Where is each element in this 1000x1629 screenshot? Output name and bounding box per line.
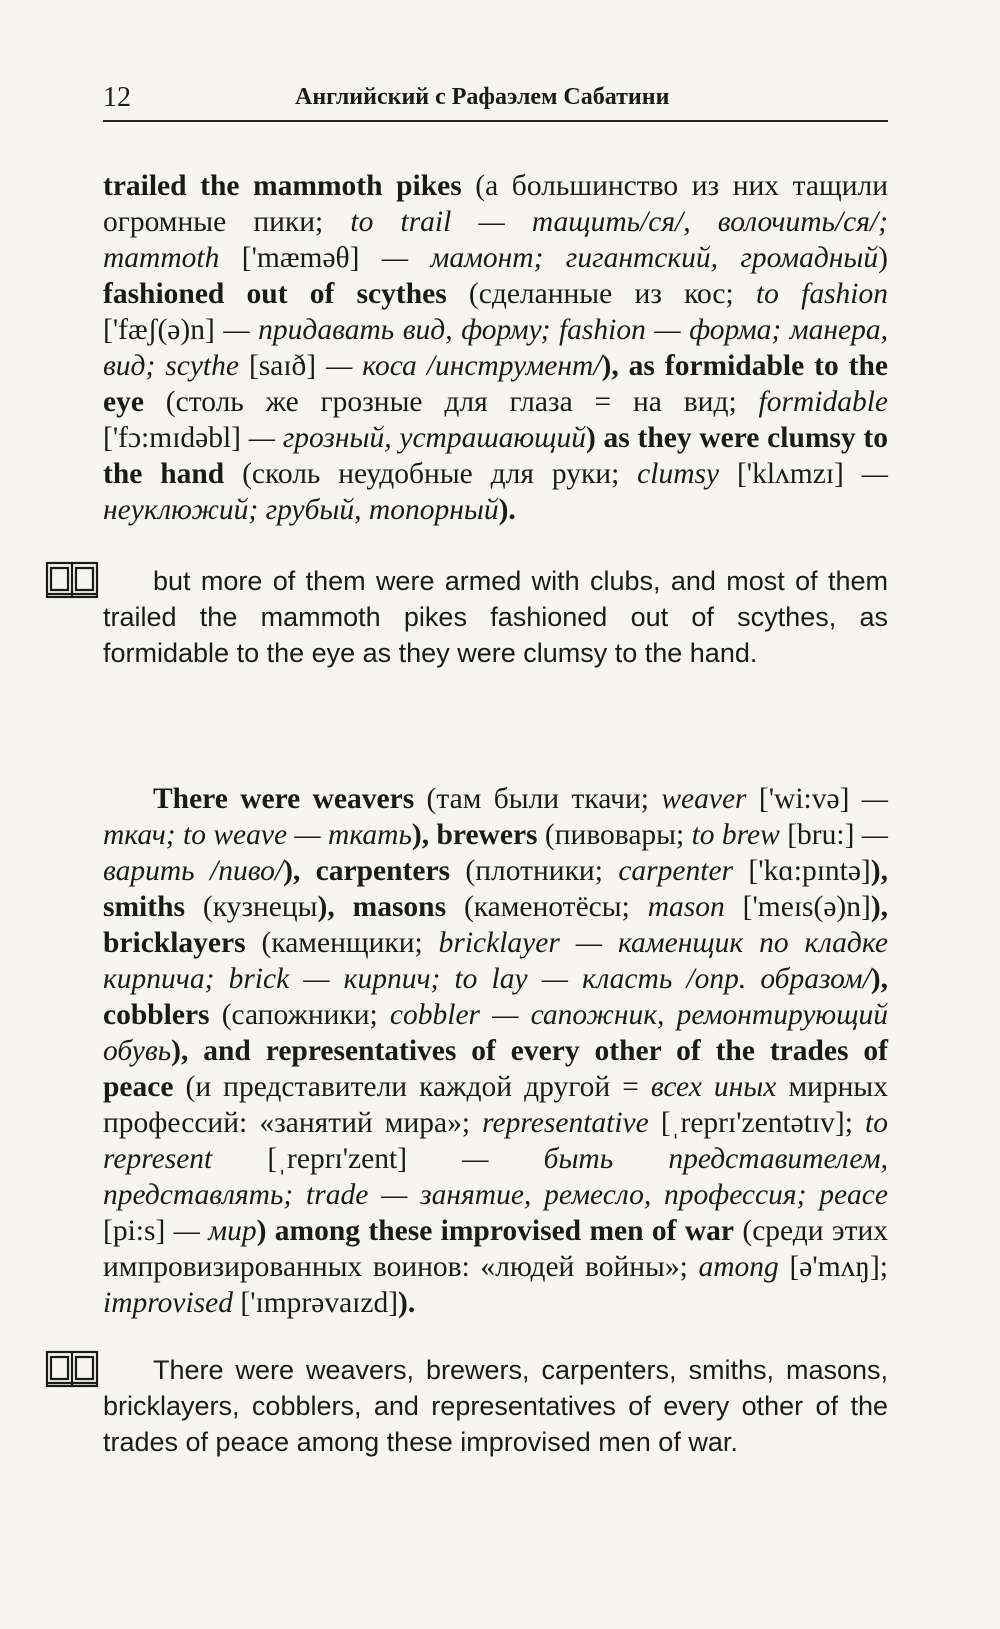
transcription: [saɪð]: [238, 350, 327, 382]
transcription: ['meɪs(ə)n]: [724, 891, 871, 923]
transcription: ['kɑ:pɪntə]: [733, 855, 871, 887]
phrase: There were weavers: [153, 783, 415, 815]
translation-paragraph-2: There were weavers, brewers, carpenters, smiths, masons, bricklayers, cobblers, and representatives of every other of the trades of peace among these improvised men of war.: [103, 1355, 888, 1457]
phrase: ), and representatives of every other of the trades of peace: [103, 1035, 888, 1103]
open-book-icon: [45, 1349, 99, 1389]
gloss: (каменщики;: [245, 927, 439, 959]
phrase: ), bricklayers: [103, 891, 889, 959]
gloss: (кузнецы: [184, 891, 318, 923]
transcription: ['fɔ:mɪdəbl]: [103, 422, 249, 454]
gloss: (сделанные из кос;: [446, 278, 756, 310]
gloss-italic: to trail — тащить/ся/, волочить/ся/; mammoth: [103, 206, 889, 274]
annotated-paragraph-1: [103, 168, 888, 528]
gloss-italic: to represent: [103, 1107, 888, 1175]
gloss-italic: — грозный, устрашающий: [248, 422, 586, 454]
gloss-italic: — быть представителем, представлять; trade — занятие, ремесло, профессия; peace: [103, 1143, 888, 1211]
gloss: (сколь неудобные для руки;: [224, 458, 638, 490]
running-title: Английский с Рафаэлем Сабатини: [295, 84, 670, 110]
gloss-italic: cobbler — сапожник, ремонтирующий обувь: [103, 999, 888, 1067]
gloss: (там были ткачи;: [414, 783, 662, 815]
phrase: ).: [498, 494, 516, 526]
gloss-italic: — ткач; to weave — ткать: [103, 783, 888, 851]
phrase: ), as formidable to the eye: [103, 350, 888, 418]
gloss-italic: weaver: [661, 783, 747, 815]
phrase: ), brewers: [411, 819, 538, 851]
transcription: [ˌreprɪ'zent]: [212, 1143, 463, 1175]
gloss-italic: clumsy: [637, 458, 720, 490]
gloss: (каменотёсы;: [446, 891, 648, 923]
gloss-italic: among: [698, 1251, 779, 1283]
phrase: ).: [398, 1287, 416, 1319]
gloss-italic: carpenter: [618, 855, 734, 887]
phrase: ) among these improvised men of war: [256, 1215, 734, 1247]
page-header: [103, 72, 888, 122]
gloss-italic: to fashion: [755, 278, 888, 310]
gloss-italic: representative: [482, 1107, 649, 1139]
phrase: fashioned out of scythes: [103, 278, 447, 310]
phrase: ), carpenters: [283, 855, 451, 887]
gloss-italic: to brew: [691, 819, 780, 851]
phrase: ), cobblers: [103, 963, 888, 1031]
gloss: (пивовары;: [537, 819, 692, 851]
transcription: [ə'mʌŋ];: [778, 1251, 888, 1283]
gloss: (сапожники;: [209, 999, 390, 1031]
gloss-italic: — мир: [173, 1215, 257, 1247]
transcription: ['klʌmzɪ]: [719, 458, 862, 490]
gloss: ): [878, 242, 888, 274]
gloss-italic: всех иных: [650, 1071, 777, 1103]
gloss-italic: — коса /инструмент/: [326, 350, 602, 382]
gloss-italic: — придавать вид, форму; fashion — форма; манера, вид; scythe: [103, 314, 888, 382]
phrase: ), masons: [317, 891, 447, 923]
gloss: (а большинство из них тащили огромные пики;: [103, 170, 888, 238]
translation-paragraph-1: but more of them were armed with clubs, and most of them trailed the mammoth pikes fashioned out of scythes, as formidable to the eye as they were clumsy to the hand.: [103, 566, 888, 668]
annotated-paragraph-2: [103, 781, 888, 1321]
gloss-italic: improvised: [103, 1287, 233, 1319]
gloss: (и представители каждой другой =: [173, 1071, 651, 1103]
gloss: (среди этих импровизированных воинов: «людей войны»;: [103, 1215, 889, 1283]
gloss-italic: bricklayer — каменщик по кладке кирпича; brick — кирпич; to lay — класть /опр. образом/: [103, 927, 888, 995]
transcription: [pi:s]: [103, 1215, 174, 1247]
page-number: 12: [103, 82, 131, 113]
phrase: trailed the mammoth pikes: [103, 170, 462, 202]
transcription: ['ɪmprəvaɪzd]: [233, 1287, 399, 1319]
transcription: [ˌreprɪ'zentətɪv];: [648, 1107, 866, 1139]
open-book-icon: [45, 560, 99, 600]
transcription: ['wi:və]: [746, 783, 862, 815]
gloss: мирных профессий: «занятий мира»;: [103, 1071, 889, 1139]
gloss-italic: — мамонт; гигантский, громадный: [381, 242, 879, 274]
gloss: (столь же грозные для глаза = на вид;: [143, 386, 759, 418]
gloss-italic: — варить /пиво/: [103, 819, 889, 887]
gloss-italic: mason: [647, 891, 725, 923]
transcription: ['mæməθ]: [219, 242, 382, 274]
transcription: ['fæʃ(ə)n]: [103, 314, 224, 346]
phrase: ), smiths: [103, 855, 888, 923]
transcription: [bru:]: [779, 819, 862, 851]
gloss-italic: — неуклюжий; грубый, топорный: [103, 458, 888, 526]
gloss-italic: formidable: [758, 386, 888, 418]
phrase: ) as they were clumsy to the hand: [103, 422, 888, 490]
gloss: (плотники;: [450, 855, 619, 887]
